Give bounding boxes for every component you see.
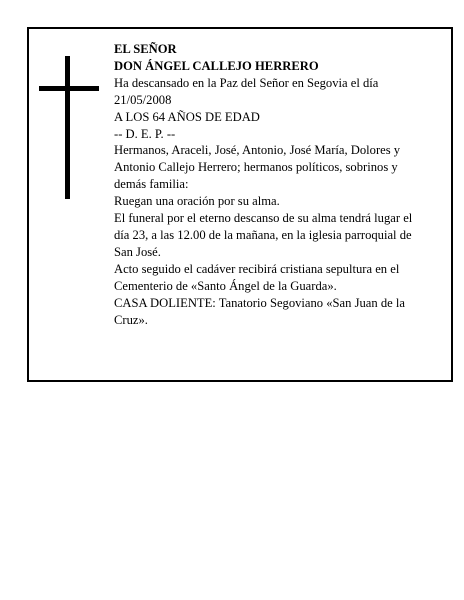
funeral-paragraph: El funeral por el eterno descanso de su alma tendrá lugar el día 23, a las 12.00 de la mañana, en la iglesia parroquial de San José. xyxy=(114,211,413,259)
family-paragraph: Hermanos, Araceli, José, Antonio, José María, Dolores y Antonio Callejo Herrero; hermanos políticos, sobrinos y demás familia: xyxy=(114,143,401,192)
cross-vertical-bar xyxy=(65,56,70,199)
burial-paragraph: Acto seguido el cadáver recibirá cristiana sepultura en el Cementerio de «Santo Ángel de la Guarda». xyxy=(114,261,400,293)
prayer-request: Ruegan una oración por su alma. xyxy=(114,194,280,209)
age-statement: A LOS 64 AÑOS DE EDAD xyxy=(114,109,260,124)
notice-body xyxy=(114,41,421,328)
rip-line: -- D. E. P. -- xyxy=(114,126,176,141)
cross-icon xyxy=(39,56,99,199)
rest-statement: Ha descansado en la Paz del Señor en Segovia el día 21/05/2008 xyxy=(114,75,379,107)
cross-horizontal-bar xyxy=(39,86,99,91)
mourning-house: CASA DOLIENTE: Tanatorio Segoviano «San Juan de la Cruz». xyxy=(114,295,405,327)
deceased-name: DON ÁNGEL CALLEJO HERRERO xyxy=(114,58,319,73)
obituary-notice xyxy=(27,27,453,382)
title-line-1: EL SEÑOR xyxy=(114,42,177,56)
